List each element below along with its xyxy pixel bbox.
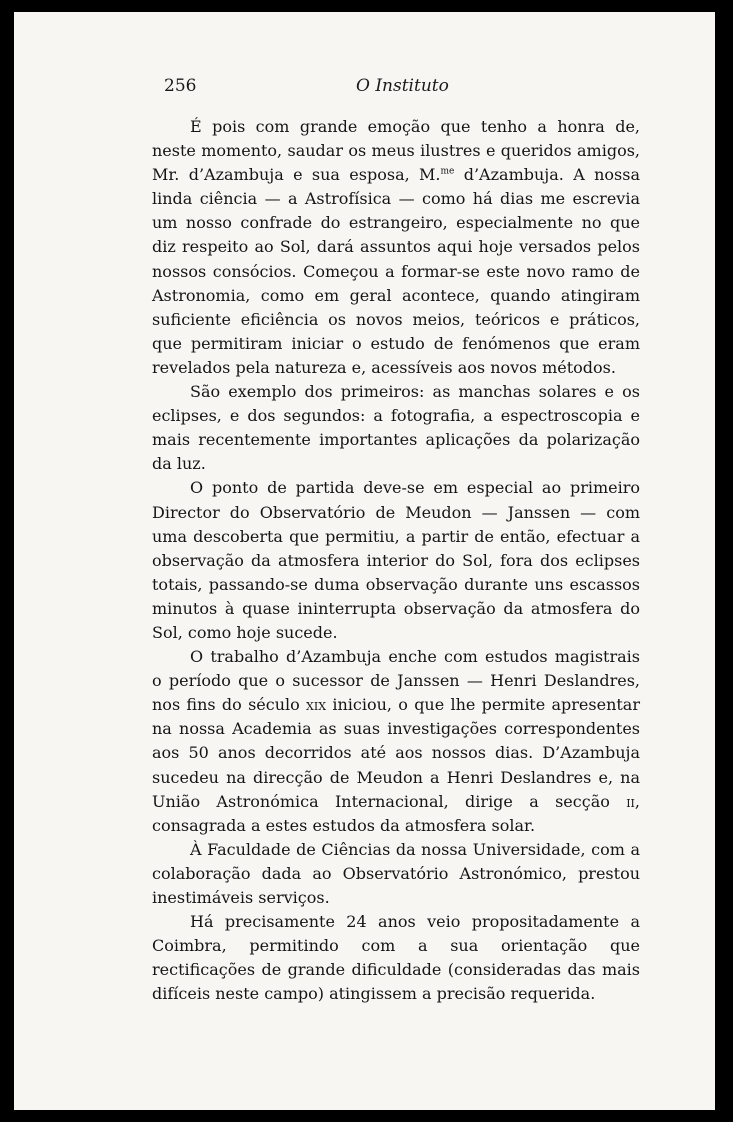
- paragraph-2: São exemplo dos primeiros: as manchas solares e os eclipses, e dos segundos: a fotografia, a espectroscopia e mais recentemente importantes aplicações da polarização da luz.: [152, 382, 640, 474]
- body-text: [152, 115, 640, 1006]
- paragraph-1: [152, 115, 640, 380]
- roman-numeral-ii: ii: [626, 791, 635, 811]
- paragraph-1-text-a: É pois com grande emoção que tenho a honra de, neste momento, saudar os meus ilustres e queridos amigos, Mr. d’Azambuja e sua esposa, M.: [152, 117, 640, 185]
- paragraph-1-text-b: d’Azambuja. A nossa linda ciência — a Astrofísica — como há dias me escrevia um nosso confrade do estrangeiro, especialmente no que diz respeito ao Sol, dará assuntos aqui hoje versados pelos nossos consócios. Começou a formar-se este novo ramo de Astronomia, como em geral acontece, quando atingiram suficiente eficiência os novos meios, teóricos e práticos, que permitiram iniciar o estudo de fenómenos que eram revelados pela natureza e, acessíveis aos novos métodos.: [152, 165, 640, 377]
- paragraph-3: O ponto de partida deve-se em especial ao primeiro Director do Observatório de Meudon — Janssen — com uma descoberta que permitiu, a partir de então, efectuar a observação da atmosfera interior do Sol, fora dos eclipses totais, passando-se duma observação durante uns escassos minutos à quase ininterrupta observação da atmosfera do Sol, como hoje sucede.: [152, 478, 640, 642]
- page-number: 256: [164, 76, 197, 96]
- roman-numeral-xix: xix: [306, 695, 327, 715]
- page-header: [164, 76, 654, 102]
- running-title: O Instituto: [356, 76, 449, 96]
- paragraph-4-text-c: , consagrada a estes estudos da atmosfera solar.: [152, 791, 640, 835]
- paragraph-5: À Faculdade de Ciências da nossa Universidade, com a colaboração dada ao Observatório Astronómico, prestou inestimáveis serviços.: [152, 839, 640, 907]
- superscript-me: me: [440, 166, 455, 177]
- paragraph-4-text-a: O trabalho d’Azambuja enche com estudos magistrais o período que o sucessor de Janssen — Henri Deslandres, nos fins do século: [152, 647, 640, 715]
- paragraph-4-text-b: iniciou, o que lhe permite apresentar na nossa Academia as suas investigações correspondentes aos 50 anos decorridos até aos nossos dias. D’Azambuja sucedeu na direcção de Meudon a Henri Deslandres e, na União Astronómica Internacional, dirige a secção: [152, 695, 640, 811]
- paragraph-4: [152, 645, 640, 838]
- paragraph-6: Há precisamente 24 anos veio propositadamente a Coimbra, permitindo com a sua orientação que rectificações de grande dificuldade (consideradas das mais difíceis neste campo) atingissem a precisão requerida.: [152, 912, 640, 1004]
